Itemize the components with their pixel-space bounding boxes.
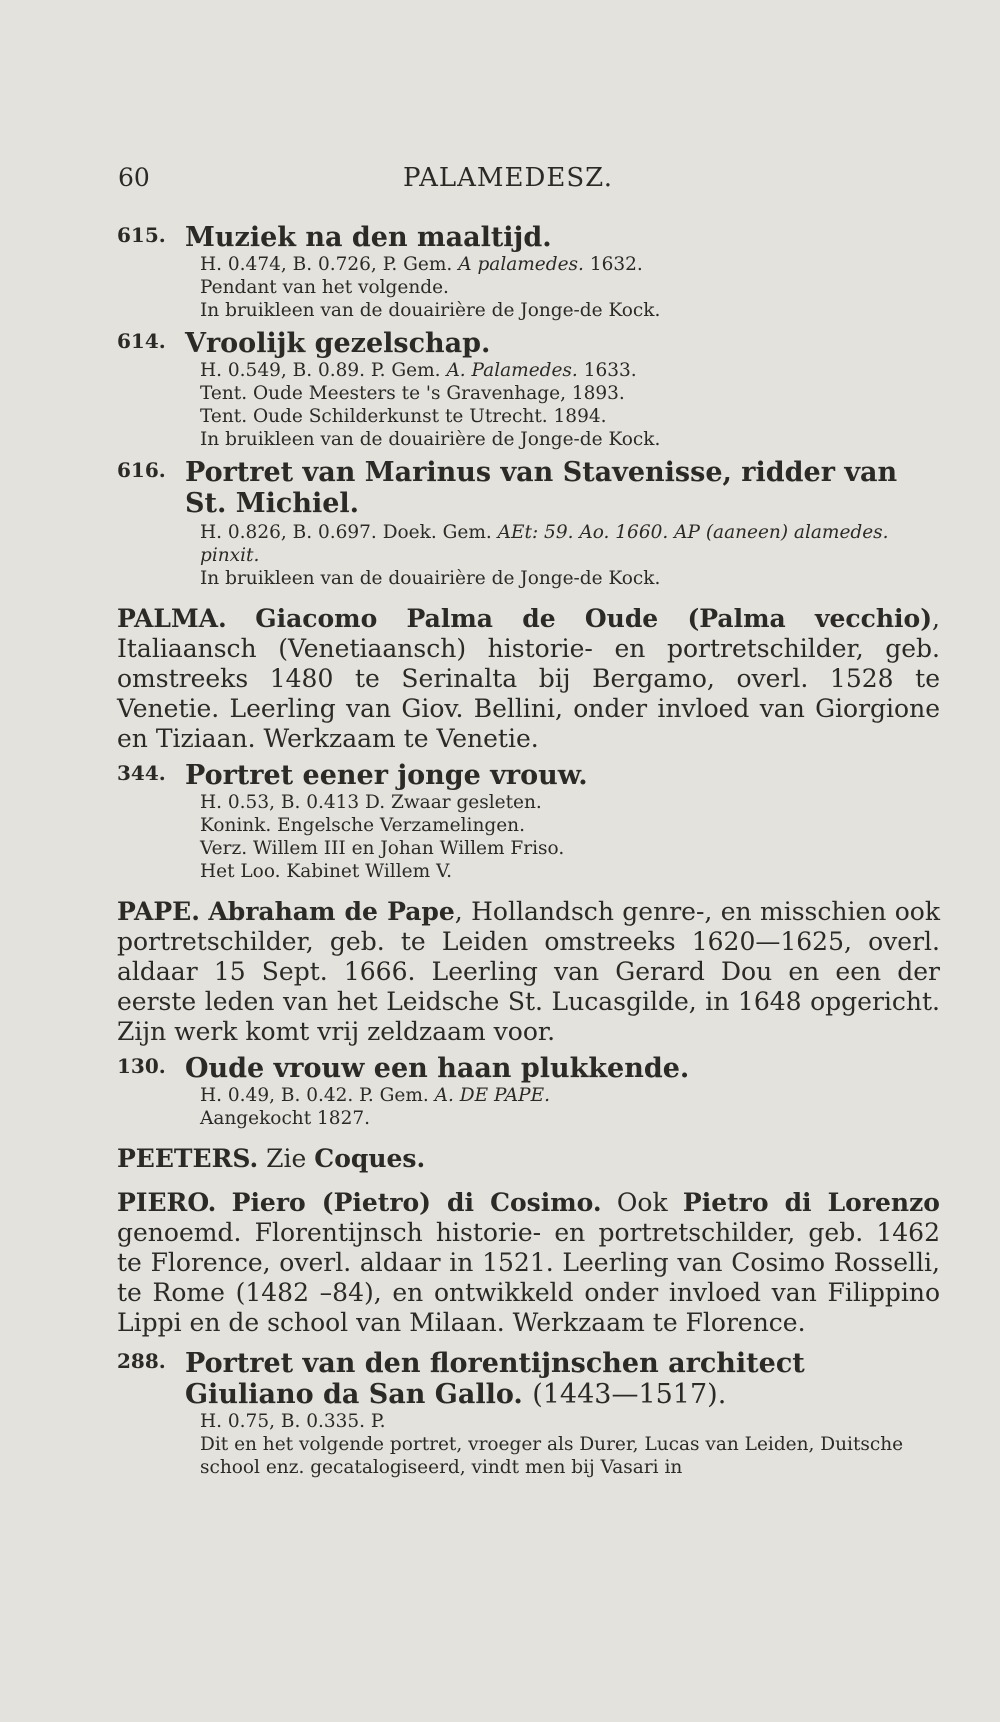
running-title: PALAMEDESZ. bbox=[403, 163, 614, 193]
artist-piero bbox=[0, 1188, 1000, 1338]
entry-title: Oude vrouw een haan plukkende. bbox=[185, 1053, 690, 1084]
entry-614 bbox=[0, 328, 1000, 451]
entry-dimensions: H. 0.53, B. 0.413 D. Zwaar gesleten. bbox=[200, 792, 542, 813]
artist-surname: PALMA. bbox=[117, 604, 227, 633]
entry-title: Portret van Marinus van Stavenisse, ridder van St. Michiel. bbox=[185, 457, 898, 519]
entry-dimensions: H. 0.826, B. 0.697. Doek. Gem. AEt: 59. Ao. 1660. AP (aaneen) alamedes. pinxit. bbox=[200, 522, 889, 566]
artist-palma bbox=[0, 604, 1000, 754]
entry-title: Portret eener jonge vrouw. bbox=[185, 760, 588, 791]
entry-provenance: Aangekocht 1827. bbox=[200, 1108, 370, 1129]
entry-title: Portret van den florentijnschen architect Giuliano da San Gallo. (1443—1517). bbox=[185, 1348, 805, 1410]
cross-reference: PEETERS. Zie Coques. bbox=[117, 1144, 426, 1173]
entry-615 bbox=[0, 222, 1000, 322]
artist-name: Abraham de Pape bbox=[208, 897, 455, 926]
artist-pape bbox=[0, 897, 1000, 1047]
entry-provenance: Verz. Willem III en Johan Willem Friso. bbox=[200, 838, 565, 859]
entry-dimensions: H. 0.474, B. 0.726, P. Gem. A palamedes. 1632. bbox=[200, 254, 643, 275]
entry-title: Muziek na den maaltijd. bbox=[185, 222, 552, 253]
entry-number: 130. bbox=[117, 1054, 166, 1078]
entry-provenance: Konink. Engelsche Verzamelingen. bbox=[200, 815, 525, 836]
artist-peeters bbox=[0, 1144, 1000, 1174]
entry-dimensions: H. 0.75, B. 0.335. P. bbox=[200, 1411, 386, 1432]
artist-name: Piero (Pietro) di Cosimo. bbox=[231, 1188, 602, 1217]
artist-surname: PEETERS. bbox=[117, 1144, 259, 1173]
artist-name: Giacomo Palma de Oude (Palma vecchio) bbox=[255, 604, 933, 633]
artist-biography: PAPE. Abraham de Pape, Hollandsch genre-, en misschien ook portretschilder, geb. te Leiden omstreeks 1620—1625, overl. aldaar 15 Sept. 1666. Leerling van Gerard Dou en een der eerste leden van het Leidsche St. Lucasgilde, in 1648 opgericht. Zijn werk komt vrij zeldzaam voor. bbox=[117, 897, 940, 1046]
entry-number: 288. bbox=[117, 1349, 166, 1373]
entry-288 bbox=[0, 1348, 1000, 1479]
entry-616 bbox=[0, 457, 1000, 590]
entry-provenance: In bruikleen van de douairière de Jonge-de Kock. bbox=[200, 429, 661, 450]
page-number: 60 bbox=[118, 163, 150, 192]
entry-exhibition: Tent. Oude Meesters te 's Gravenhage, 1893. bbox=[200, 383, 625, 404]
entry-provenance: In bruikleen van de douairière de Jonge-de Kock. bbox=[200, 300, 661, 321]
entry-note: Dit en het volgende portret, vroeger als Durer, Lucas van Leiden, Duitsche school enz. gecatalogiseerd, vindt men bij Vasari in bbox=[200, 1434, 904, 1478]
entry-title: Vroolijk gezelschap. bbox=[185, 328, 491, 359]
artist-biography: PALMA. Giacomo Palma de Oude (Palma vecchio), Italiaansch (Venetiaansch) historie- en portretschilder, geb. omstreeks 1480 te Serinalta bij Bergamo, overl. 1528 te Venetie. Leerling van Giov. Bellini, onder invloed van Giorgione en Tiziaan. Werkzaam te Venetie. bbox=[117, 604, 940, 753]
artist-biography: PIERO. Piero (Pietro) di Cosimo. Ook Pietro di Lorenzo genoemd. Florentijnsch historie- en portretschilder, geb. 1462 te Florence, overl. aldaar in 1521. Leerling van Cosimo Rosselli, te Rome (1482 –84), en ontwikkeld onder invloed van Filippino Lippi en de school van Milaan. Werkzaam te Florence. bbox=[117, 1188, 940, 1337]
entry-exhibition: Tent. Oude Schilderkunst te Utrecht. 1894. bbox=[200, 406, 607, 427]
entry-provenance: In bruikleen van de douairière de Jonge-de Kock. bbox=[200, 568, 661, 589]
entry-number: 344. bbox=[117, 761, 166, 785]
entry-note: Pendant van het volgende. bbox=[200, 277, 449, 298]
running-header bbox=[118, 163, 948, 203]
entry-provenance: Het Loo. Kabinet Willem V. bbox=[200, 861, 452, 882]
entry-dimensions: H. 0.49, B. 0.42. P. Gem. A. DE PAPE. bbox=[200, 1085, 550, 1106]
catalogue-text bbox=[0, 222, 1000, 1479]
entry-number: 614. bbox=[117, 329, 166, 353]
entry-dimensions: H. 0.549, B. 0.89. P. Gem. A. Palamedes. 1633. bbox=[200, 360, 637, 381]
artist-surname: PIERO. bbox=[117, 1188, 217, 1217]
entry-344 bbox=[0, 760, 1000, 883]
entry-130 bbox=[0, 1053, 1000, 1130]
entry-number: 615. bbox=[117, 223, 166, 247]
artist-surname: PAPE. bbox=[117, 897, 200, 926]
entry-number: 616. bbox=[117, 458, 166, 482]
